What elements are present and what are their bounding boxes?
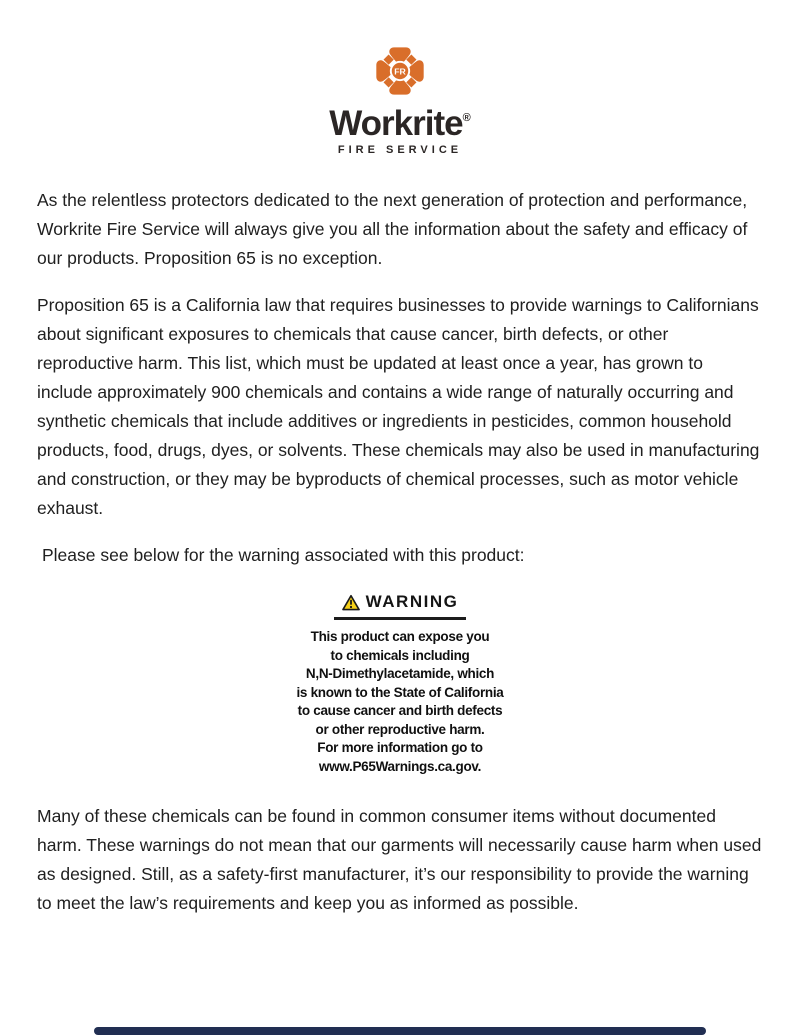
- warning-header: [280, 592, 520, 612]
- see-below-paragraph: Please see below for the warning associated with this product:: [42, 545, 525, 565]
- prop65-paragraph: Proposition 65 is a California law that requires businesses to provide warnings to Californians about significant exposures to chemicals that cause cancer, birth defects, or other reproductive harm. This list, which must be updated at least once a year, has grown to include approximately 900 chemicals and contains a wide range of naturally occurring and synthetic chemicals that include additives or ingredients in pesticides, common household products, food, drugs, dyes, or solvents. These chemicals may also be used in manufacturing and construction, or they may be byproducts of chemical processes, such as motor vehicle exhaust.: [37, 295, 760, 518]
- closing-paragraph: Many of these chemicals can be found in common consumer items without documented harm. These warnings do not mean that our garments will necessarily cause harm when used as designed. Still, as a safety-first manufacturer, it’s our responsibility to provide the warning to meet the law’s requirements and keep you as informed as possible.: [37, 806, 762, 913]
- intro-paragraph: As the relentless protectors dedicated to the next generation of protection and performance, Workrite Fire Service will always give you all the information about the safety and efficacy of our products. Proposition 65 is no exception.: [37, 190, 748, 268]
- warning-line: For more information go to: [317, 740, 483, 755]
- warning-title: WARNING: [365, 592, 459, 611]
- warning-triangle-icon: [342, 594, 360, 611]
- fr-maltese-cross-icon: [371, 42, 429, 100]
- warning-line: to chemicals including: [330, 647, 470, 663]
- brand-wordmark: Workrite: [329, 104, 463, 143]
- registered-mark: ®: [462, 112, 471, 124]
- warning-underline: [334, 617, 466, 620]
- warning-line: www.P65Warnings.ca.gov.: [318, 758, 482, 774]
- warning-line: to cause cancer and birth defects: [297, 703, 503, 718]
- warning-line: This product can expose you: [310, 629, 490, 644]
- workrite-logo: [0, 0, 800, 156]
- warning-line: is known to the State of California: [296, 684, 504, 700]
- bottom-bar: [94, 1027, 706, 1035]
- emblem-fr-text: FR: [394, 66, 406, 77]
- warning-line: N,N-Dimethylacetamide, which: [305, 666, 495, 681]
- page-content: [0, 186, 800, 918]
- warning-line: or other reproductive harm.: [315, 721, 485, 737]
- brand-tagline: FIRE SERVICE: [337, 144, 463, 156]
- brand-line: [0, 106, 800, 141]
- warning-text: [280, 628, 520, 776]
- prop65-warning-label: [280, 592, 520, 776]
